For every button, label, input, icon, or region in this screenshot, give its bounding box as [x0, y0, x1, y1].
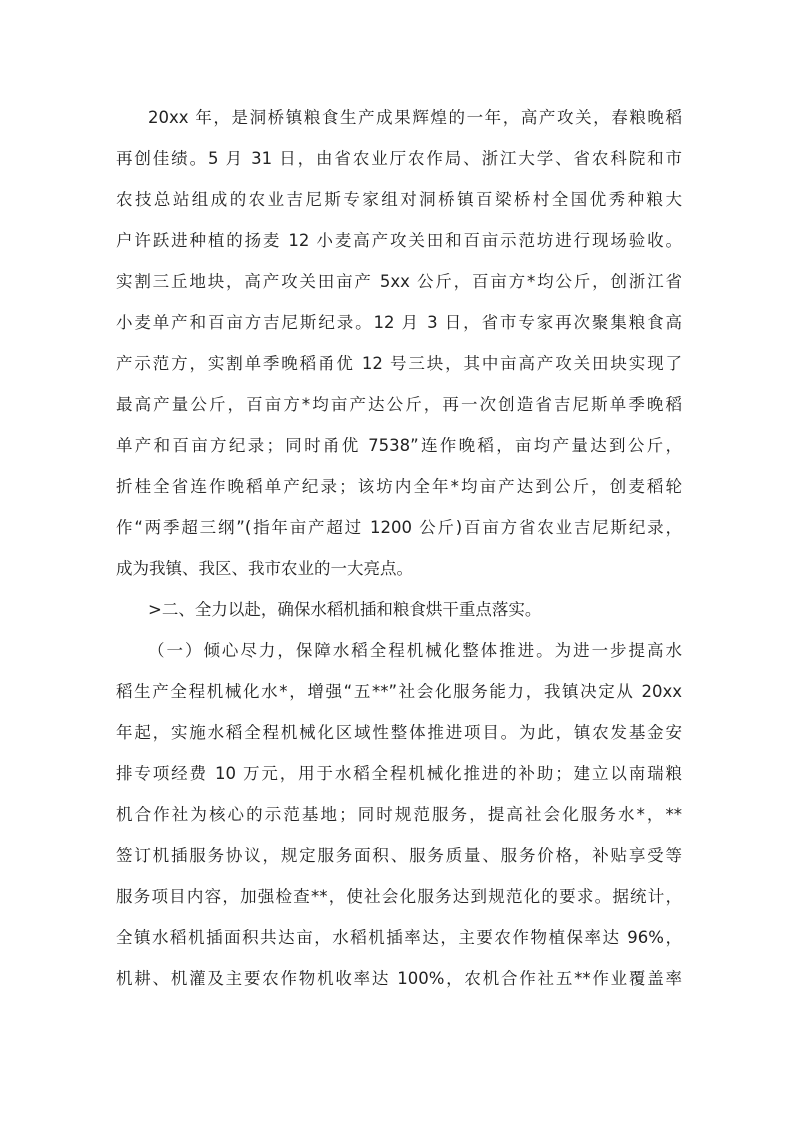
paragraph-1-line-9: 单产和百亩方纪录；同时甬优 7538”连作晚稻，亩均产量达到公斤，	[116, 436, 682, 455]
paragraph-1-line-1: 20xx 年，是洞桥镇粮食生产成果辉煌的一年，高产攻关，春粮晚稻	[148, 108, 682, 127]
paragraph-1-line-3: 农技总站组成的农业吉尼斯专家组对洞桥镇百梁桥村全国优秀种粮大	[116, 190, 682, 209]
paragraph-1-line-7: 产示范方，实割单季晚稻甬优 12 号三块，其中亩高产攻关田块实现了	[116, 354, 682, 373]
paragraph-1-line-11: 作“两季超三纲”(指年亩产超过 1200 公斤)百亩方省农业吉尼斯纪录，	[116, 518, 682, 537]
paragraph-1-line-10: 折桂全省连作晚稻单产纪录；该坊内全年*均亩产达到公斤，创麦稻轮	[116, 477, 682, 496]
paragraph-2-line-9: 机耕、机灌及主要农作物机收率达 100%，农机合作社五**作业覆盖率	[116, 969, 682, 988]
paragraph-2-line-7: 服务项目内容，加强检查**，使社会化服务达到规范化的要求。据统计，	[116, 887, 682, 906]
paragraph-2-line-6: 签订机插服务协议，规定服务面积、服务质量、服务价格，补贴享受等	[116, 846, 682, 865]
paragraph-1-line-5: 实割三丘地块，高产攻关田亩产 5xx 公斤，百亩方*均公斤，创浙江省	[116, 272, 682, 291]
paragraph-1-line-4: 户许跃进种植的扬麦 12 小麦高产攻关田和百亩示范坊进行现场验收。	[116, 231, 682, 250]
paragraph-1-line-6: 小麦单产和百亩方吉尼斯纪录。12 月 3 日，省市专家再次聚集粮食高	[116, 313, 682, 332]
paragraph-2-line-3: 年起，实施水稻全程机械化区域性整体推进项目。为此，镇农发基金安	[116, 723, 682, 742]
paragraph-1-line-8: 最高产量公斤，百亩方*均亩产达公斤，再一次创造省吉尼斯单季晚稻	[116, 395, 682, 414]
paragraph-2-line-2: 稻生产全程机械化水*，增强“五**”社会化服务能力，我镇决定从 20xx	[116, 682, 682, 701]
section-heading-2: >二、全力以赴，确保水稻机插和粮食烘干重点落实。	[148, 600, 542, 619]
paragraph-2-line-4: 排专项经费 10 万元，用于水稻全程机械化推进的补助；建立以南瑞粮	[116, 764, 682, 783]
paragraph-2-line-1: （一）倾心尽力，保障水稻全程机械化整体推进。为进一步提高水	[148, 641, 682, 660]
paragraph-2-line-5: 机合作社为核心的示范基地；同时规范服务，提高社会化服务水*，**	[116, 805, 682, 824]
paragraph-2-line-8: 全镇水稻机插面积共达亩，水稻机插率达，主要农作物植保率达 96%，	[116, 928, 682, 947]
paragraph-1-line-2: 再创佳绩。5 月 31 日，由省农业厅农作局、浙江大学、省农科院和市	[116, 149, 682, 168]
paragraph-1-line-12: 成为我镇、我区、我市农业的一大亮点。	[116, 559, 413, 578]
